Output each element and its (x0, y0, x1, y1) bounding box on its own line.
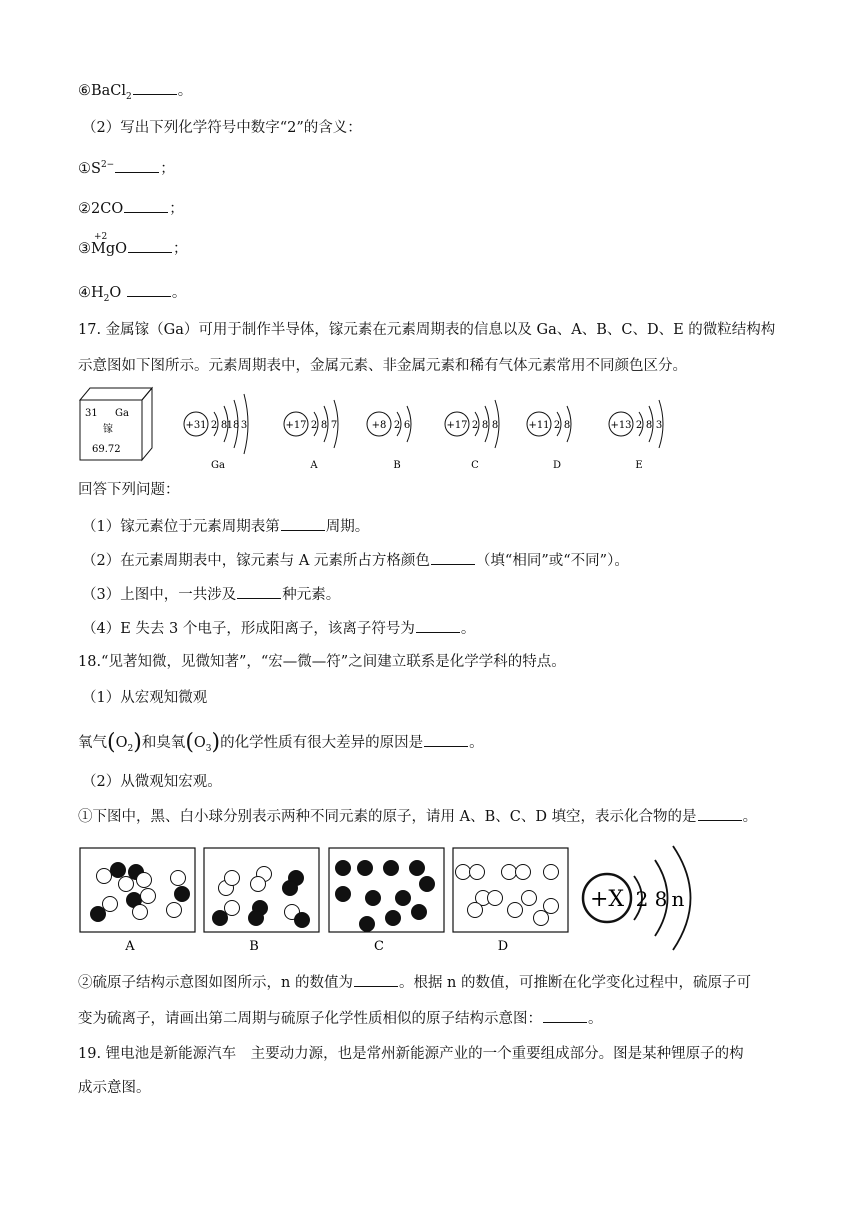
element-mass: 69.72 (92, 444, 121, 455)
white-atom (534, 911, 549, 926)
structure-b (367, 406, 411, 471)
q18-1: （1）从宏观知微观 (82, 690, 208, 706)
shell-count: 8 (491, 420, 499, 431)
shell-count: 2 (393, 420, 401, 431)
sulfur-shell-3: n (671, 887, 685, 911)
shell-count: 8 (481, 420, 489, 431)
white-atom (225, 871, 240, 886)
element-symbol: Ga (115, 408, 129, 419)
structure-a (284, 400, 338, 471)
white-atom (251, 877, 266, 892)
question-17-text: 17. 金属镓（Ga）可用于制作半导体，镓元素在元素周期表的信息以及 Ga、A、B、C、D、E 的微粒结构构 (78, 322, 776, 338)
subquestion-2: （2）写出下列化学符号中数字“2”的含义： (82, 120, 362, 136)
black-atom (283, 881, 298, 896)
white-atom (508, 903, 523, 918)
black-atom (175, 887, 190, 902)
q18-c2: ②硫原子结构示意图如图所示，n 的数值为 。根据 n 的数值，可推断在化学变化过程中，硫原子可 (78, 972, 751, 993)
white-atom (544, 899, 559, 914)
sulfur-structure (583, 846, 691, 950)
shell-count: 8 (220, 420, 228, 431)
black-atom (295, 913, 310, 928)
answer-blank[interactable] (281, 516, 325, 531)
white-atom (97, 869, 112, 884)
q17-figure (70, 382, 690, 482)
white-atom (470, 865, 485, 880)
nucleus-charge: +13 (610, 420, 632, 431)
answer-blank[interactable] (354, 972, 398, 987)
element-number: 31 (85, 408, 98, 419)
shell-count: 8 (563, 420, 571, 431)
particle-box-c (329, 848, 444, 954)
black-atom (213, 911, 228, 926)
black-atom (386, 911, 401, 926)
line-s4: $④H_2O$ 。 (78, 282, 186, 303)
sulfur-nucleus: +X (589, 887, 625, 912)
shell-count: 2 (310, 420, 318, 431)
shell-count: 2 (471, 420, 479, 431)
structure-label: E (635, 460, 643, 471)
structure-ga (184, 394, 248, 471)
white-atom (488, 891, 503, 906)
answer-blank[interactable] (133, 80, 177, 95)
answer-blank[interactable] (128, 238, 172, 253)
black-atom (396, 891, 411, 906)
line-s1: $①S^{2-}$ ； (78, 158, 175, 179)
shell-count: 2 (210, 420, 218, 431)
white-atom (119, 877, 134, 892)
question-19-text: 19. 锂电池是新能源汽车 主要动力源，也是常州新能源产业的一个重要组成部分。图是某种锂原子的构 (78, 1046, 744, 1062)
q17-2: （2）在元素周期表中，镓元素与 A 元素所占方格颜色 （填“相同”或“不同”）。 (82, 550, 629, 571)
answer-blank[interactable] (237, 584, 281, 599)
white-atom (103, 897, 118, 912)
answer-blank[interactable] (543, 1008, 587, 1023)
structure-label: A (310, 460, 318, 471)
answer-blank[interactable] (431, 550, 475, 565)
white-atom (171, 871, 186, 886)
black-atom (249, 911, 264, 926)
line-s3: ③ +2 MgO ； (78, 232, 188, 257)
answer-blank[interactable] (424, 732, 468, 747)
particle-box-a (80, 848, 195, 954)
structure-c (445, 400, 499, 471)
answer-blank[interactable] (416, 618, 460, 633)
question-19-text-cont: 成示意图。 (78, 1080, 151, 1096)
nucleus-charge: +31 (185, 420, 207, 431)
structure-e (609, 400, 663, 471)
white-atom (133, 905, 148, 920)
box-label: A (125, 939, 135, 954)
q18-2: （2）从微观知宏观。 (82, 774, 222, 790)
black-atom (412, 905, 427, 920)
white-atom (456, 865, 471, 880)
q17-3: （3）上图中，一共涉及 种元素。 (82, 584, 340, 605)
structure-label: Ga (211, 460, 225, 471)
black-atom (366, 891, 381, 906)
particle-box-b (204, 848, 319, 954)
white-atom (544, 865, 559, 880)
q18-c3: 变为硫离子，请画出第二周期与硫原子化学性质相似的原子结构示意图： 。 (78, 1008, 603, 1029)
black-atom (410, 861, 425, 876)
black-atom (336, 887, 351, 902)
box-label: C (374, 939, 384, 954)
white-atom (522, 891, 537, 906)
answer-blank[interactable] (124, 198, 168, 213)
answer-blank[interactable] (127, 282, 171, 297)
shell-count: 3 (655, 420, 663, 431)
structure-d (527, 406, 571, 471)
shell-count: 2 (635, 420, 643, 431)
black-atom (420, 877, 435, 892)
q17-4: （4）E 失去 3 个电子，形成阳离子，该离子符号为 。 (82, 618, 475, 639)
answer-prompt: 回答下列问题： (78, 482, 180, 498)
nucleus-charge: +11 (528, 420, 550, 431)
line-q6: ⑥BaCl$_2$ 。 (78, 80, 192, 101)
sulfur-shell-2: 8 (654, 887, 668, 911)
shell-count: 8 (320, 420, 328, 431)
element-card (80, 388, 152, 460)
black-atom (360, 917, 375, 932)
box-label: D (497, 939, 509, 954)
structure-label: D (552, 460, 562, 471)
sulfur-shell-1: 2 (635, 887, 649, 911)
white-atom (516, 865, 531, 880)
q17-1: （1）镓元素位于元素周期表第 周期。 (82, 516, 369, 537)
white-atom (167, 903, 182, 918)
structure-label: B (393, 460, 401, 471)
nucleus-charge: +17 (446, 420, 468, 431)
answer-blank[interactable] (115, 158, 159, 173)
q18-oxygen: 氧气$(O_2)$和臭氧$(O_3)$的化学性质有很大差异的原因是 。 (78, 730, 484, 755)
line-s2: ②2CO ； (78, 198, 184, 219)
white-atom (137, 873, 152, 888)
white-atom (502, 865, 517, 880)
box-label: B (249, 939, 259, 954)
q18-c1: ①下图中，黑、白小球分别表示两种不同元素的原子，请用 A、B、C、D 填空，表示化合物的是 。 (78, 806, 757, 827)
shell-count: 7 (330, 420, 338, 431)
question-18-text: 18.“见著知微，见微知著”，“宏—微—符”之间建立联系是化学学科的特点。 (78, 654, 566, 670)
black-atom (358, 861, 373, 876)
structure-label: C (471, 460, 479, 471)
nucleus-charge: +8 (371, 420, 387, 431)
white-atom (468, 903, 483, 918)
element-name: 镓 (103, 424, 113, 435)
shell-count: 2 (553, 420, 561, 431)
question-17-text-cont: 示意图如下图所示。元素周期表中，金属元素、非金属元素和稀有气体元素常用不同颜色区分。 (78, 358, 687, 374)
q18-figure (76, 838, 696, 958)
answer-blank[interactable] (698, 806, 742, 821)
black-atom (384, 861, 399, 876)
black-atom (336, 861, 351, 876)
particle-box-d (453, 848, 568, 954)
white-atom (225, 901, 240, 916)
shell-count: 8 (645, 420, 653, 431)
black-atom (91, 907, 106, 922)
shell-count: 18 (226, 420, 240, 431)
shell-count: 6 (403, 420, 411, 431)
nucleus-charge: +17 (285, 420, 307, 431)
shell-count: 3 (240, 420, 248, 431)
black-atom (111, 863, 126, 878)
white-atom (141, 889, 156, 904)
